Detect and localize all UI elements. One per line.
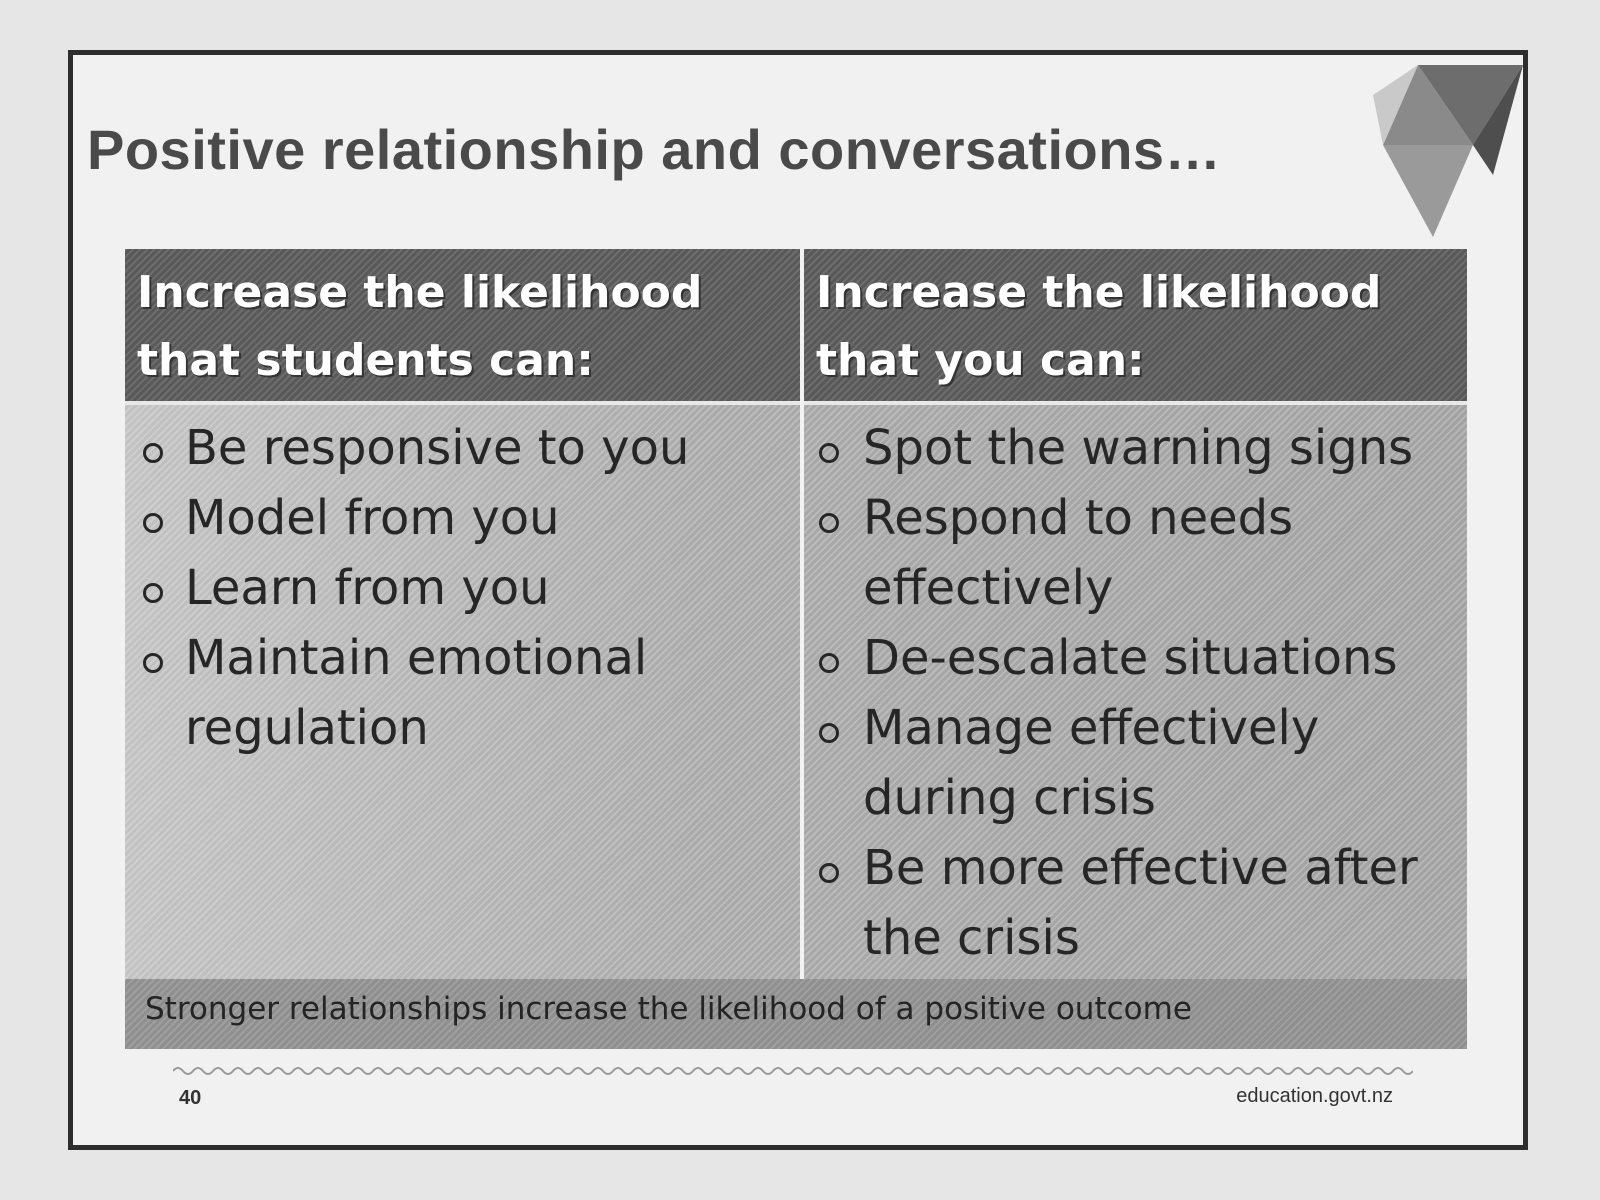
list-item-text: Learn from you xyxy=(185,560,550,616)
comparison-table xyxy=(125,249,1467,1049)
bullet-circle-icon xyxy=(819,653,839,673)
summary-band xyxy=(125,979,1467,1049)
list-item xyxy=(817,623,1463,693)
website-label: education.govt.nz xyxy=(1236,1085,1393,1107)
list-item-text: Maintain emotional regulation xyxy=(185,630,648,756)
list-item xyxy=(139,553,789,623)
list-item xyxy=(139,483,789,553)
bullet-circle-icon xyxy=(143,653,163,673)
bullet-circle-icon xyxy=(819,723,839,743)
list-item xyxy=(817,693,1463,833)
bullet-circle-icon xyxy=(143,513,163,533)
right-header-line: Increase the likelihood xyxy=(816,267,1382,318)
header-divider xyxy=(125,401,1467,405)
left-header-line: Increase the likelihood xyxy=(137,267,703,318)
list-item xyxy=(139,623,789,763)
right-column-header xyxy=(804,249,1467,401)
left-column-header xyxy=(125,249,800,401)
list-item xyxy=(817,413,1463,483)
column-divider xyxy=(800,249,804,979)
list-item xyxy=(817,833,1463,973)
list-item-text: Manage effectively during crisis xyxy=(863,700,1320,826)
left-item-list xyxy=(139,413,789,763)
wavy-divider xyxy=(173,1065,1413,1077)
summary-text: Stronger relationships increase the likelihood of a positive outcome xyxy=(145,991,1192,1027)
slide xyxy=(68,50,1528,1150)
right-header-line: that you can: xyxy=(816,335,1145,386)
bullet-circle-icon xyxy=(143,583,163,603)
list-item-text: Respond to needs effectively xyxy=(863,490,1294,616)
triangle-logo-icon xyxy=(1373,65,1523,240)
right-item-list xyxy=(817,413,1463,973)
bullet-circle-icon xyxy=(819,863,839,883)
page-number: 40 xyxy=(179,1087,202,1109)
list-item-text: Spot the warning signs xyxy=(863,420,1414,476)
list-item-text: De-escalate situations xyxy=(863,630,1398,686)
list-item-text: Model from you xyxy=(185,490,560,546)
list-item xyxy=(817,483,1463,623)
list-item xyxy=(139,413,789,483)
bullet-circle-icon xyxy=(819,443,839,463)
list-item-text: Be more effective after the crisis xyxy=(863,840,1418,966)
list-item-text: Be responsive to you xyxy=(185,420,690,476)
bullet-circle-icon xyxy=(819,513,839,533)
slide-title: Positive relationship and conversations… xyxy=(87,118,1222,181)
left-header-line: that students can: xyxy=(137,335,594,386)
bullet-circle-icon xyxy=(143,443,163,463)
